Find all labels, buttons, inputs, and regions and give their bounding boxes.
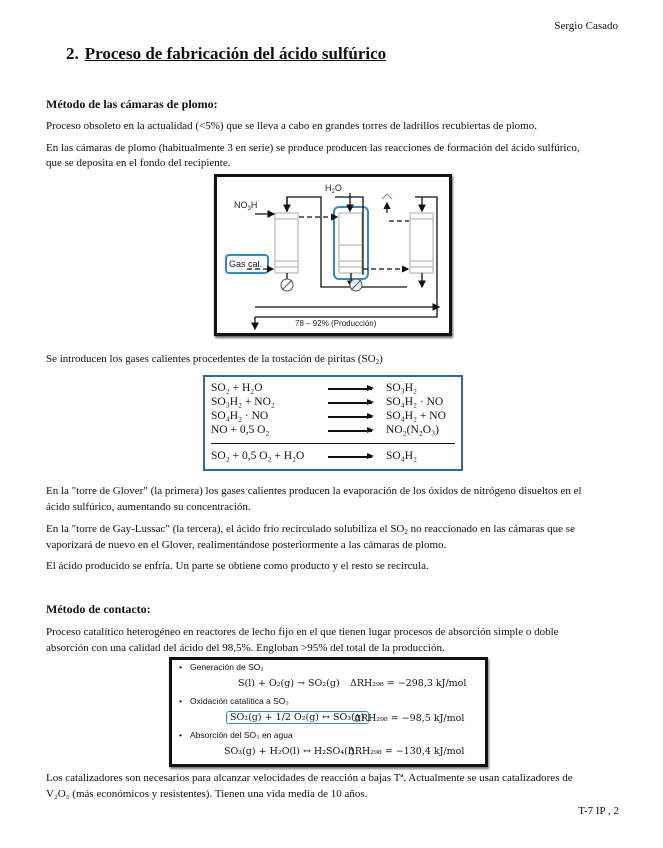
enthalpy-value: ΔRH₂₉₈ = −130,4 kJ/mol — [348, 746, 465, 757]
paragraph: que se deposita en el fondo del recipiente. — [46, 157, 231, 169]
paragraph: vaporizará de nuevo en el Glover, realimentándose posteriormente a las cámaras de plomo. — [46, 539, 447, 551]
subscript: 2 — [375, 358, 380, 366]
svg-text:Gas cal.: Gas cal. — [229, 259, 263, 269]
reaction-rhs: SO₄H₂ — [386, 450, 418, 462]
svg-text:H2O: $H_2O$ — [325, 183, 342, 195]
text: no reaccionado en las cámaras que se — [407, 523, 575, 535]
process-flow-diagram — [217, 177, 449, 333]
page-number: T-7 IP , 2 — [578, 805, 619, 817]
arrow-right-icon — [328, 430, 372, 432]
reaction-rhs: SO₄H₂ + NO — [386, 410, 446, 422]
reaction-box — [203, 375, 463, 471]
reaction-lhs: SO₂ + 0,5 O₂ + H₂O — [211, 450, 305, 462]
subscript: 2 — [404, 528, 408, 536]
paragraph — [46, 521, 621, 538]
section-title: Proceso de fabricación del ácido sulfúrico — [84, 44, 387, 63]
arrow-right-icon — [328, 456, 372, 458]
heading-lead-chamber: Método de las cámaras de plomo: — [46, 97, 218, 111]
svg-text:NO3H: $NO_3H$ — [234, 200, 258, 212]
reaction-rhs: NO₂(N₂O₃) — [386, 424, 439, 436]
arrow-right-icon — [328, 402, 372, 404]
reaction-equation-highlighted — [226, 712, 369, 723]
text: Se introducen los gases calientes procedentes de la tostación de piritas (SO — [46, 353, 376, 365]
svg-text:78 – 92% (Producción): 78 – 92% (Producción) — [295, 319, 377, 328]
reaction-lhs: SO₄H₂ · NO — [211, 410, 269, 422]
highlighted-reaction: SO₂(g) + 1/2 O₂(g) ↔ SO₃(g) — [226, 711, 369, 724]
paragraph: V₂O₅ (más económicos y resistentes). Tienen una vida media de 10 años. — [46, 788, 368, 800]
lead-chamber-diagram — [214, 174, 452, 336]
section-number: 2. — [66, 44, 79, 63]
bullet-item: • Oxidación catalítica a SO₃ — [179, 696, 289, 706]
divider — [211, 443, 455, 444]
reaction-equation: SO₃(g) + H₂O(l) ↔ H₂SO₄(l) — [224, 746, 355, 757]
paragraph: Proceso obsoleto en la actualidad (<5%) que se lleva a cabo en grandes torres de ladrillos recubiertas de plomo. — [46, 120, 537, 132]
bullet-item: • Absorción del SO₃ en agua — [179, 730, 293, 740]
thermochemistry-box — [169, 657, 488, 767]
reaction-lhs: SO₃H₂ + NO₂ — [211, 396, 275, 408]
paragraph: ácido sulfúrico, aumentando su concentración. — [46, 501, 251, 513]
paragraph — [46, 351, 621, 368]
reaction-lhs: SO₂ + H₂O — [211, 382, 263, 394]
paragraph: En las cámaras de plomo (habitualmente 3 en serie) se produce producen las reacciones de formación del ácido sulfúrico, — [46, 142, 580, 154]
reaction-lhs: NO + 0,5 O₂ — [211, 424, 270, 436]
bullet-item: • Generación de SO₂ — [179, 662, 264, 672]
page-title — [66, 44, 386, 64]
paragraph: En la "torre de Glover" (la primera) los gases calientes producen la evaporación de los óxidos de nitrógeno disueltos en el — [46, 485, 582, 497]
paragraph: Los catalizadores son necesarios para alcanzar velocidades de reacción a bajas Tª. Actualmente se usan catalizadores de — [46, 772, 573, 784]
paragraph: Proceso catalítico heterogéneo en reactores de lecho fijo en el que tienen lugar procesos de absorción simple o doble — [46, 626, 559, 638]
author-name: Sergio Casado — [554, 20, 618, 32]
reaction-equation: S(l) + O₂(g) → SO₂(g) — [238, 678, 340, 689]
enthalpy-value: ΔRH₂₉₈ = −98,5 kJ/mol — [354, 713, 465, 724]
reaction-rhs: SO₃H₂ — [386, 382, 418, 394]
heading-contact-method: Método de contacto: — [46, 602, 151, 616]
paragraph: absorción con una calidad del ácido del 98,5%. Engloban >95% del total de la producción. — [46, 642, 445, 654]
arrow-right-icon — [328, 416, 372, 418]
text: En la "torre de Gay-Lussac" (la tercera), el ácido frío recirculado solubiliza el SO — [46, 523, 405, 535]
paragraph: El ácido producido se enfría. Un parte se obtiene como producto y el resto se recircula. — [46, 560, 429, 572]
enthalpy-value: ΔRH₂₉₈ = −298,3 kJ/mol — [350, 678, 467, 689]
text: ) — [379, 353, 383, 365]
reaction-rhs: SO₄H₂ · NO — [386, 396, 444, 408]
arrow-right-icon — [328, 388, 372, 390]
